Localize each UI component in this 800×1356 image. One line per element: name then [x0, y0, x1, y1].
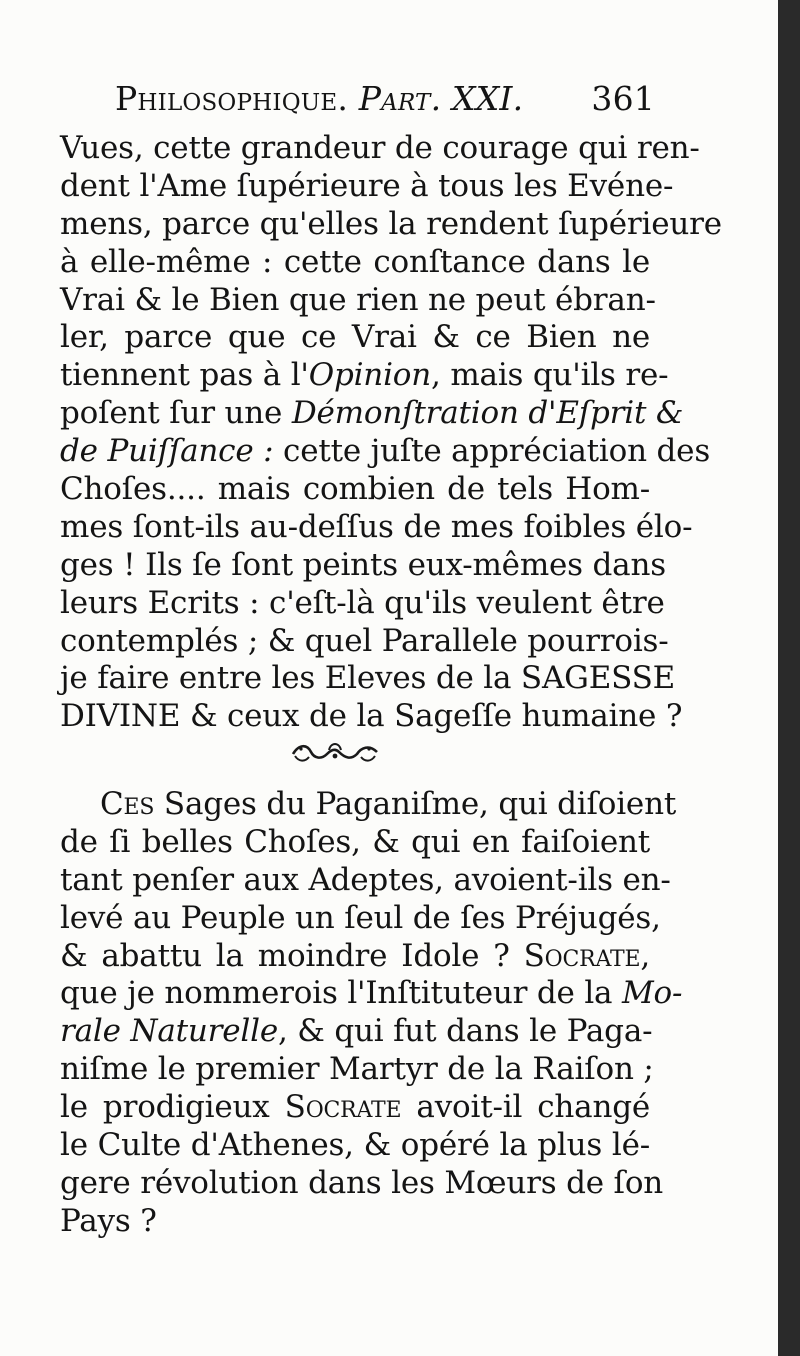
text-line: tant penſer aux Adeptes, avoient-ils en-	[60, 861, 671, 898]
text-line: contemplés ; & quel Parallele pourrois-	[60, 622, 669, 659]
italic-term: Mo-	[622, 975, 683, 1012]
paragraph-1	[60, 130, 722, 736]
italic-term: Démonſtration d'Eſprit &	[291, 395, 684, 432]
text-line: gere révolution dans les Mœurs de ſon	[60, 1164, 664, 1201]
page-number: 361	[591, 79, 655, 118]
text-line: ges ! Ils ſe ſont peints eux-mêmes dans	[60, 546, 666, 583]
text-line: le Culte d'Athenes, & opéré la plus lé-	[60, 1127, 650, 1164]
small-caps-opening: Ces	[100, 786, 155, 822]
text-line: mens, parce qu'elles la rendent ſupérieure	[60, 205, 722, 242]
text-line: Ces Sages du Paganiſme, qui diſoient	[60, 786, 650, 824]
text-line: levé au Peuple un ſeul de ſes Préjugés,	[60, 899, 661, 936]
text-line: Vues, cette grandeur de courage qui ren-	[60, 130, 700, 166]
text-line: ler, parce que ce Vrai & ce Bien ne	[60, 319, 650, 356]
text-line: mes ſont-ils au-deſſus de mes foibles élo-	[60, 508, 693, 545]
text-line: dent l'Ame ſupérieure à tous les Evéne-	[60, 167, 674, 204]
fleuron-ornament-icon	[285, 738, 385, 768]
italic-term: Opinion	[308, 357, 432, 394]
italic-term: rale Naturelle	[60, 1013, 278, 1050]
small-caps-name: Socrate	[284, 1089, 402, 1126]
text-line: poſent ſur une Démonſtration d'Eſprit &	[60, 395, 684, 432]
text-line: de Puiſſance : cette juſte appréciation des	[60, 433, 711, 470]
text-line: que je nommerois l'Inſtituteur de la Mo-	[60, 975, 683, 1012]
text-line: le prodigieux Socrate avoit-il changé	[60, 1089, 651, 1126]
italic-term: de Puiſſance :	[60, 433, 274, 470]
text-line: Vrai & le Bien que rien ne peut ébran-	[60, 281, 656, 318]
text-line: niſme le premier Martyr de la Raiſon ;	[60, 1051, 654, 1088]
text-line: tiennent pas à l'Opinion, mais qu'ils re-	[60, 357, 669, 394]
text-line: de ſi belles Choſes, & qui en faiſoient	[60, 823, 650, 860]
text-line: rale Naturelle, & qui fut dans le Paga-	[60, 1013, 653, 1050]
running-head-part: Part.	[358, 79, 442, 118]
text-line: Choſes.... mais combien de tels Hom-	[60, 471, 650, 508]
text-line: leurs Ecrits : c'eſt-là qu'ils veulent être	[60, 584, 665, 621]
paragraph-2	[60, 786, 683, 1241]
small-caps-name: Socrate	[523, 937, 641, 974]
running-head	[115, 74, 655, 124]
page-edge-shadow	[778, 0, 800, 1356]
running-head-title: Philosophique.	[115, 79, 349, 118]
text-line: DIVINE & ceux de la Sageſſe humaine ?	[60, 698, 683, 735]
text-line: à elle-même : cette conſtance dans le	[60, 243, 650, 280]
text-line: je faire entre les Eleves de la SAGESSE	[60, 660, 676, 697]
text-line: Pays ?	[60, 1202, 157, 1239]
running-head-numeral: XXI.	[452, 79, 524, 118]
text-line: & abattu la moindre Idole ? Socrate,	[60, 937, 650, 974]
